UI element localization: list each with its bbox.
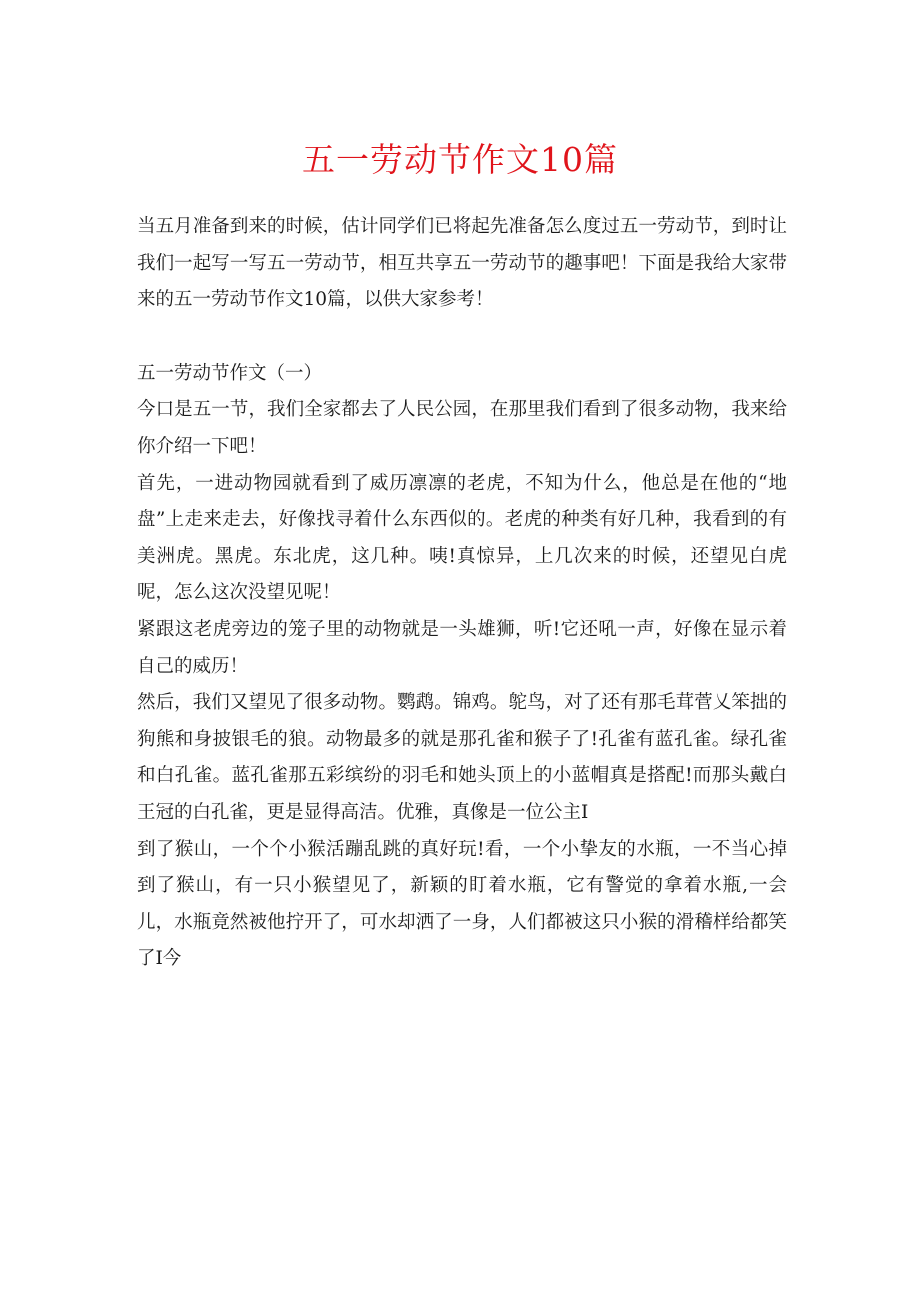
document-title: 五一劳动节作文10篇 (302, 140, 618, 179)
intro-paragraph: 当五月准备到来的时候，估计同学们已将起先准备怎么度过五一劳动节，到时让我们一起写一写五一劳动节，相互共享五一劳动节的趣事吧！下面是我给大家带来的五一劳动节作文10篇，以供大家参考！ (137, 216, 787, 311)
body-paragraph: 首先，一进动物园就看到了威历凛凛的老虎，不知为什么，他总是在他的“地盘”上走来走去，好像找寻着什么东西似的。老虎的种类有好几种，我看到的有美洲虎。黑虎。东北虎，这几种。咦!真惊异，上几次来的时候，还望见白虎呢，怎么这次没望见呢！ (137, 472, 787, 604)
section-heading: 五一劳动节作文（一） (137, 362, 323, 384)
body-paragraph: 然后，我们又望见了很多动物。鹦鹉。锦鸡。鸵鸟，对了还有那毛茸菅乂笨拙的狗熊和身披银毛的狼。动物最多的就是那孔雀和猴子了!孔雀有蓝孔雀。绿孔雀和白孔雀。蓝孔雀那五彩缤纷的羽毛和她头顶上的小蓝帽真是搭配!而那头戴白王冠的白孔雀，更是显得高洁。优雅，真像是一位公主I (137, 692, 787, 823)
body-paragraph: 今口是五一节，我们全家都去了人民公园，在那里我们看到了很多动物，我来给你介绍一下吧！ (137, 399, 787, 457)
body-paragraph: 紧跟这老虎旁边的笼子里的动物就是一头雄狮，听!它还吼一声，好像在显示着自己的威历！ (137, 618, 787, 677)
document-body (137, 209, 787, 978)
body-paragraph: 到了猴山，一个个小猴活蹦乱跳的真好玩!看，一个小挚友的水瓶，一不当心掉到了猴山，有一只小猴望见了，新颖的盯着水瓶，它有警觉的拿着水瓶,一会儿，水瓶竟然被他拧开了，可水却洒了一身，人们都被这只小猴的滑稽样给都笑了I今 (137, 838, 787, 970)
